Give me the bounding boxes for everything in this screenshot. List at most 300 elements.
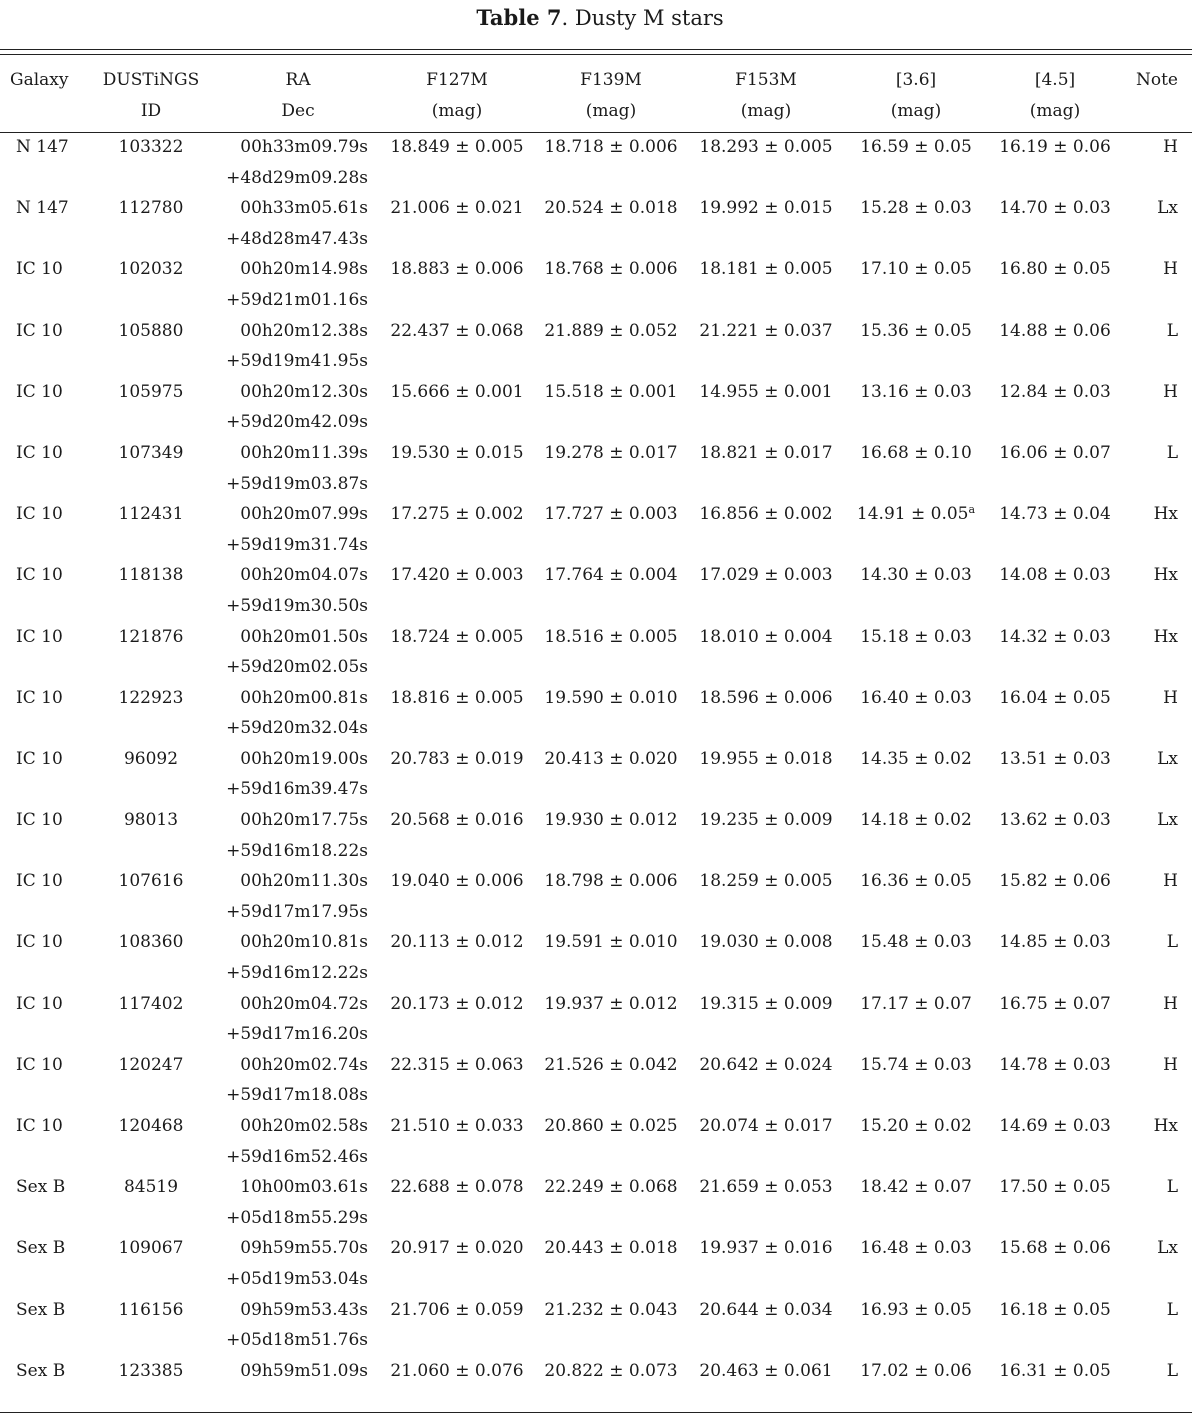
id-cell: [84, 1356, 218, 1417]
f139m-cell: [536, 866, 686, 927]
f153m-cell: [686, 1050, 846, 1111]
galaxy-value: IC 10: [16, 871, 63, 892]
galaxy-value: IC 10: [16, 1116, 63, 1136]
ra-dec-cell: [218, 1111, 378, 1172]
dec-value: +05d18m55.29s: [226, 1207, 368, 1228]
id-value: 118138: [118, 565, 184, 586]
table-row: [0, 193, 1192, 254]
f139m-value: 21.889 ± 0.052: [544, 320, 678, 341]
f153m-value: 20.463 ± 0.061: [699, 1360, 833, 1381]
m45-value: 13.51 ± 0.03: [999, 748, 1111, 769]
ra-dec-cell: [218, 927, 378, 988]
dec-value: +59d16m12.22s: [226, 963, 368, 984]
m36-value: 15.28 ± 0.03: [860, 198, 972, 219]
f127m-cell: [378, 254, 536, 315]
m36-value: 14.18 ± 0.02: [860, 810, 972, 831]
m45-value: 14.88 ± 0.06: [999, 320, 1111, 341]
table-body: [0, 132, 1192, 1417]
f139m-value: 17.764 ± 0.004: [544, 565, 678, 586]
note-cell: [1124, 744, 1192, 805]
f153m-value: 21.221 ± 0.037: [699, 320, 833, 341]
id-value: 102032: [118, 259, 184, 280]
dec-value: +59d17m18.08s: [226, 1085, 368, 1106]
f127m-cell: [378, 622, 536, 683]
mag-3-6-cell: [846, 989, 986, 1050]
table-row: [0, 377, 1192, 438]
galaxy-cell: [0, 805, 84, 866]
id-cell: [84, 377, 218, 438]
note-value: Lx: [1157, 198, 1178, 219]
mag-3-6-cell: [846, 193, 986, 254]
galaxy-value: IC 10: [16, 320, 63, 341]
ra-value: 00h20m02.74s: [240, 1054, 368, 1075]
mag-4-5-cell: [986, 989, 1124, 1050]
dec-value: +59d21m01.16s: [226, 289, 368, 310]
f153m-cell: [686, 1356, 846, 1417]
ra-value: 09h59m51.09s: [240, 1360, 368, 1381]
f153m-cell: [686, 683, 846, 744]
table-row: [0, 622, 1192, 683]
id-cell: [84, 499, 218, 560]
galaxy-value: IC 10: [16, 993, 63, 1014]
top-rule-1: [0, 49, 1192, 50]
mag-4-5-cell: [986, 805, 1124, 866]
m45-value: 16.06 ± 0.07: [999, 442, 1111, 463]
dec-value: +59d19m03.87s: [226, 473, 368, 494]
note-value: L: [1166, 1177, 1178, 1198]
galaxy-cell: [0, 683, 84, 744]
f139m-value: 19.937 ± 0.012: [544, 993, 678, 1014]
f139m-cell: [536, 438, 686, 499]
galaxy-cell: [0, 499, 84, 560]
dec-value: +59d20m32.04s: [226, 718, 368, 739]
note-value: H: [1163, 993, 1178, 1014]
note-value: Hx: [1153, 626, 1178, 647]
id-value: 117402: [118, 993, 184, 1014]
f139m-value: 17.727 ± 0.003: [544, 504, 678, 525]
dec-value: +05d18m51.76s: [226, 1330, 368, 1351]
f127m-value: 20.568 ± 0.016: [390, 810, 524, 831]
f139m-value: 18.768 ± 0.006: [544, 259, 678, 280]
f153m-cell: [686, 805, 846, 866]
f153m-value: 18.010 ± 0.004: [699, 626, 833, 647]
note-value: Hx: [1153, 565, 1178, 586]
note-cell: [1124, 1356, 1192, 1417]
f153m-value: 18.181 ± 0.005: [699, 259, 833, 280]
galaxy-value: IC 10: [16, 687, 63, 708]
f153m-value: 19.937 ± 0.016: [699, 1238, 833, 1259]
ra-value: 00h20m04.72s: [240, 993, 368, 1014]
f127m-value: 21.060 ± 0.076: [390, 1360, 524, 1381]
f139m-value: 15.518 ± 0.001: [544, 381, 678, 402]
table-row: [0, 805, 1192, 866]
f139m-cell: [536, 254, 686, 315]
ra-dec-cell: [218, 316, 378, 377]
ra-value: 00h20m00.81s: [240, 687, 368, 708]
galaxy-cell: [0, 193, 84, 254]
note-value: H: [1163, 687, 1178, 708]
galaxy-value: IC 10: [16, 259, 63, 280]
f127m-cell: [378, 866, 536, 927]
mag-4-5-cell: [986, 499, 1124, 560]
f127m-value: 18.849 ± 0.005: [390, 137, 524, 157]
f127m-value: 22.437 ± 0.068: [390, 320, 524, 341]
m36-value: 15.20 ± 0.02: [860, 1116, 972, 1136]
f153m-cell: [686, 744, 846, 805]
ra-dec-cell: [218, 866, 378, 927]
id-value: 121876: [118, 626, 184, 647]
dec-value: +59d19m31.74s: [226, 534, 368, 555]
m36-value: 16.36 ± 0.05: [860, 871, 972, 892]
mag-4-5-cell: [986, 866, 1124, 927]
id-value: 116156: [118, 1299, 184, 1320]
mag-4-5-cell: [986, 1233, 1124, 1294]
id-cell: [84, 989, 218, 1050]
f153m-cell: [686, 1233, 846, 1294]
header-id: DUSTiNGS ID: [102, 70, 200, 121]
f139m-cell: [536, 193, 686, 254]
galaxy-value: IC 10: [16, 565, 63, 586]
ra-value: 00h20m12.38s: [240, 320, 368, 341]
f153m-value: 19.992 ± 0.015: [699, 198, 833, 219]
m45-value: 16.31 ± 0.05: [999, 1360, 1111, 1381]
galaxy-value: Sex B: [16, 1299, 66, 1320]
note-cell: [1124, 989, 1192, 1050]
ra-dec-cell: [218, 622, 378, 683]
f153m-cell: [686, 989, 846, 1050]
mag-4-5-cell: [986, 132, 1124, 193]
galaxy-value: N 147: [16, 137, 69, 157]
galaxy-cell: [0, 1233, 84, 1294]
mag-4-5-cell: [986, 927, 1124, 988]
m45-value: 14.78 ± 0.03: [999, 1054, 1111, 1075]
f153m-cell: [686, 132, 846, 193]
f153m-value: 14.955 ± 0.001: [699, 381, 833, 402]
f153m-value: 20.642 ± 0.024: [699, 1054, 833, 1075]
id-value: 112780: [118, 198, 184, 219]
table-row: [0, 927, 1192, 988]
f153m-cell: [686, 1172, 846, 1233]
mag-4-5-cell: [986, 316, 1124, 377]
m36-value: 16.40 ± 0.03: [860, 687, 972, 708]
m36-value: 18.42 ± 0.07: [860, 1177, 972, 1198]
dec-value: [218, 1386, 368, 1417]
f127m-cell: [378, 499, 536, 560]
note-value: H: [1163, 1054, 1178, 1075]
f127m-cell: [378, 438, 536, 499]
f139m-cell: [536, 1295, 686, 1356]
mag-3-6-cell: [846, 438, 986, 499]
f139m-value: 19.930 ± 0.012: [544, 810, 678, 831]
id-cell: [84, 866, 218, 927]
table-title: . Dusty M stars: [561, 6, 724, 30]
dec-value: +59d19m41.95s: [226, 351, 368, 372]
f127m-cell: [378, 560, 536, 621]
ra-dec-cell: [218, 560, 378, 621]
note-value: H: [1163, 871, 1178, 892]
mag-3-6-cell: [846, 1111, 986, 1172]
header-f153m: F153M (mag): [735, 70, 797, 121]
note-cell: [1124, 132, 1192, 193]
galaxy-value: Sex B: [16, 1238, 66, 1259]
id-cell: [84, 622, 218, 683]
note-cell: [1124, 1295, 1192, 1356]
galaxy-value: IC 10: [16, 932, 63, 953]
galaxy-cell: [0, 1356, 84, 1417]
m36-value: 14.35 ± 0.02: [860, 748, 972, 769]
ra-dec-cell: [218, 805, 378, 866]
ra-value: 00h33m05.61s: [240, 198, 368, 219]
ra-dec-cell: [218, 989, 378, 1050]
galaxy-value: IC 10: [16, 381, 63, 402]
note-cell: [1124, 622, 1192, 683]
m45-value: 17.50 ± 0.05: [999, 1177, 1111, 1198]
mag-4-5-cell: [986, 622, 1124, 683]
galaxy-value: IC 10: [16, 810, 63, 831]
table-row: [0, 1172, 1192, 1233]
mag-3-6-cell: [846, 499, 986, 560]
ra-value: 00h20m14.98s: [240, 259, 368, 280]
f127m-value: 22.315 ± 0.063: [390, 1054, 524, 1075]
galaxy-value: IC 10: [16, 442, 63, 463]
f139m-value: 19.591 ± 0.010: [544, 932, 678, 953]
id-cell: [84, 744, 218, 805]
header-f139m: F139M (mag): [580, 70, 642, 121]
note-value: L: [1166, 1360, 1178, 1381]
f127m-value: 22.688 ± 0.078: [390, 1177, 524, 1198]
f139m-value: 20.443 ± 0.018: [544, 1238, 678, 1259]
dec-value: +48d28m47.43s: [226, 228, 368, 249]
id-value: 107616: [118, 871, 184, 892]
f127m-cell: [378, 132, 536, 193]
ra-dec-cell: [218, 1172, 378, 1233]
mag-4-5-cell: [986, 1356, 1124, 1417]
m45-value: 16.80 ± 0.05: [999, 259, 1111, 280]
table-label: Table 7: [476, 5, 562, 30]
note-cell: [1124, 560, 1192, 621]
f127m-cell: [378, 1172, 536, 1233]
f127m-value: 17.420 ± 0.003: [390, 565, 524, 586]
ra-value: 09h59m55.70s: [240, 1238, 368, 1259]
mag-4-5-cell: [986, 1172, 1124, 1233]
f139m-cell: [536, 499, 686, 560]
mag-3-6-cell: [846, 132, 986, 193]
m45-value: 15.68 ± 0.06: [999, 1238, 1111, 1259]
note-cell: [1124, 377, 1192, 438]
f127m-cell: [378, 1295, 536, 1356]
mag-3-6-cell: [846, 866, 986, 927]
id-cell: [84, 683, 218, 744]
f139m-cell: [536, 622, 686, 683]
table-row: [0, 1233, 1192, 1294]
galaxy-cell: [0, 927, 84, 988]
f139m-value: 20.524 ± 0.018: [544, 198, 678, 219]
f127m-value: 20.783 ± 0.019: [390, 748, 524, 769]
ra-dec-cell: [218, 683, 378, 744]
footnote-marker: a: [968, 503, 976, 517]
dec-value: +59d16m18.22s: [226, 840, 368, 861]
f127m-value: 21.006 ± 0.021: [390, 198, 524, 219]
ra-value: 00h20m10.81s: [240, 932, 368, 953]
m36-value: 16.68 ± 0.10: [860, 442, 972, 463]
id-cell: [84, 193, 218, 254]
ra-value: 00h20m04.07s: [240, 565, 368, 586]
galaxy-cell: [0, 622, 84, 683]
f139m-value: 18.798 ± 0.006: [544, 871, 678, 892]
m45-value: 12.84 ± 0.03: [999, 381, 1111, 402]
ra-dec-cell: [218, 1356, 378, 1417]
id-cell: [84, 438, 218, 499]
f127m-value: 20.173 ± 0.012: [390, 993, 524, 1014]
dec-value: +59d17m17.95s: [226, 901, 368, 922]
f127m-value: 19.040 ± 0.006: [390, 871, 524, 892]
f127m-cell: [378, 1050, 536, 1111]
id-cell: [84, 1295, 218, 1356]
note-cell: [1124, 1111, 1192, 1172]
note-value: H: [1163, 259, 1178, 280]
id-value: 105975: [118, 381, 184, 402]
ra-value: 09h59m53.43s: [240, 1299, 368, 1320]
f153m-value: 18.293 ± 0.005: [699, 137, 833, 157]
galaxy-cell: [0, 438, 84, 499]
header-ra-dec: RA Dec: [281, 70, 315, 121]
f153m-cell: [686, 254, 846, 315]
table-row: [0, 866, 1192, 927]
galaxy-cell: [0, 316, 84, 377]
f127m-cell: [378, 1356, 536, 1417]
mag-3-6-cell: [846, 1356, 986, 1417]
note-cell: [1124, 316, 1192, 377]
f139m-value: 21.526 ± 0.042: [544, 1054, 678, 1075]
f153m-cell: [686, 622, 846, 683]
id-cell: [84, 316, 218, 377]
note-value: Lx: [1157, 748, 1178, 769]
dec-value: +05d19m53.04s: [226, 1268, 368, 1289]
m45-value: 14.69 ± 0.03: [999, 1116, 1111, 1136]
mag-3-6-cell: [846, 1233, 986, 1294]
f127m-cell: [378, 1233, 536, 1294]
note-cell: [1124, 927, 1192, 988]
f153m-value: 16.856 ± 0.002: [699, 504, 833, 525]
mag-4-5-cell: [986, 438, 1124, 499]
mag-3-6-cell: [846, 1050, 986, 1111]
galaxy-cell: [0, 560, 84, 621]
mag-3-6-cell: [846, 316, 986, 377]
f153m-cell: [686, 560, 846, 621]
f153m-value: 19.315 ± 0.009: [699, 993, 833, 1014]
mag-3-6-cell: [846, 683, 986, 744]
note-cell: [1124, 1050, 1192, 1111]
galaxy-value: IC 10: [16, 1054, 63, 1075]
m36-value: 17.10 ± 0.05: [860, 259, 972, 280]
id-cell: [84, 927, 218, 988]
f127m-value: 20.113 ± 0.012: [390, 932, 524, 953]
id-value: 103322: [118, 137, 184, 157]
f139m-cell: [536, 744, 686, 805]
id-value: 98013: [123, 810, 179, 831]
f139m-cell: [536, 1356, 686, 1417]
f139m-value: 18.718 ± 0.006: [544, 137, 678, 157]
f127m-value: 21.510 ± 0.033: [390, 1116, 524, 1136]
ra-dec-cell: [218, 499, 378, 560]
f127m-value: 18.883 ± 0.006: [390, 259, 524, 280]
galaxy-value: IC 10: [16, 626, 63, 647]
f139m-cell: [536, 1111, 686, 1172]
table-caption: [0, 6, 1200, 30]
f127m-cell: [378, 316, 536, 377]
f153m-cell: [686, 866, 846, 927]
f139m-value: 22.249 ± 0.068: [544, 1177, 678, 1198]
note-cell: [1124, 499, 1192, 560]
top-rule-2: [0, 54, 1192, 55]
f139m-value: 18.516 ± 0.005: [544, 626, 678, 647]
dec-value: +59d16m52.46s: [226, 1146, 368, 1167]
m36-value: 15.48 ± 0.03: [860, 932, 972, 953]
table-row: [0, 1111, 1192, 1172]
f153m-value: 17.029 ± 0.003: [699, 565, 833, 586]
m45-value: 13.62 ± 0.03: [999, 810, 1111, 831]
f127m-cell: [378, 193, 536, 254]
f153m-value: 21.659 ± 0.053: [699, 1177, 833, 1198]
table-row: [0, 683, 1192, 744]
galaxy-cell: [0, 744, 84, 805]
f127m-value: 21.706 ± 0.059: [390, 1299, 524, 1320]
id-value: 108360: [118, 932, 184, 953]
note-value: L: [1166, 320, 1178, 341]
dec-value: +59d16m39.47s: [226, 779, 368, 800]
f153m-value: 19.955 ± 0.018: [699, 748, 833, 769]
note-value: L: [1166, 1299, 1178, 1320]
m45-value: 15.82 ± 0.06: [999, 871, 1111, 892]
galaxy-value: IC 10: [16, 504, 63, 525]
note-value: H: [1163, 381, 1178, 402]
table-row: [0, 438, 1192, 499]
m36-value: 14.30 ± 0.03: [860, 565, 972, 586]
id-value: 107349: [118, 442, 184, 463]
f153m-value: 20.644 ± 0.034: [699, 1299, 833, 1320]
f127m-value: 15.666 ± 0.001: [390, 381, 524, 402]
id-value: 120468: [118, 1116, 184, 1136]
m36-value: 15.18 ± 0.03: [860, 626, 972, 647]
header-3-6: [3.6] (mag): [890, 70, 942, 121]
ra-value: 00h20m19.00s: [240, 748, 368, 769]
ra-dec-cell: [218, 744, 378, 805]
mag-3-6-cell: [846, 377, 986, 438]
f139m-cell: [536, 316, 686, 377]
dec-value: +59d17m16.20s: [226, 1024, 368, 1045]
id-cell: [84, 1111, 218, 1172]
note-cell: [1124, 438, 1192, 499]
galaxy-cell: [0, 1295, 84, 1356]
f139m-cell: [536, 683, 686, 744]
f139m-cell: [536, 1172, 686, 1233]
table-row: [0, 989, 1192, 1050]
galaxy-cell: [0, 989, 84, 1050]
galaxy-value: Sex B: [16, 1360, 66, 1381]
id-cell: [84, 1050, 218, 1111]
mag-4-5-cell: [986, 560, 1124, 621]
dec-value: +48d29m09.28s: [226, 167, 368, 188]
f127m-value: 18.816 ± 0.005: [390, 687, 524, 708]
galaxy-cell: [0, 132, 84, 193]
f139m-value: 21.232 ± 0.043: [544, 1299, 678, 1320]
table-row: [0, 1050, 1192, 1111]
f153m-cell: [686, 1111, 846, 1172]
f139m-cell: [536, 377, 686, 438]
id-value: 120247: [118, 1054, 184, 1075]
f127m-value: 19.530 ± 0.015: [390, 442, 524, 463]
f139m-cell: [536, 1233, 686, 1294]
